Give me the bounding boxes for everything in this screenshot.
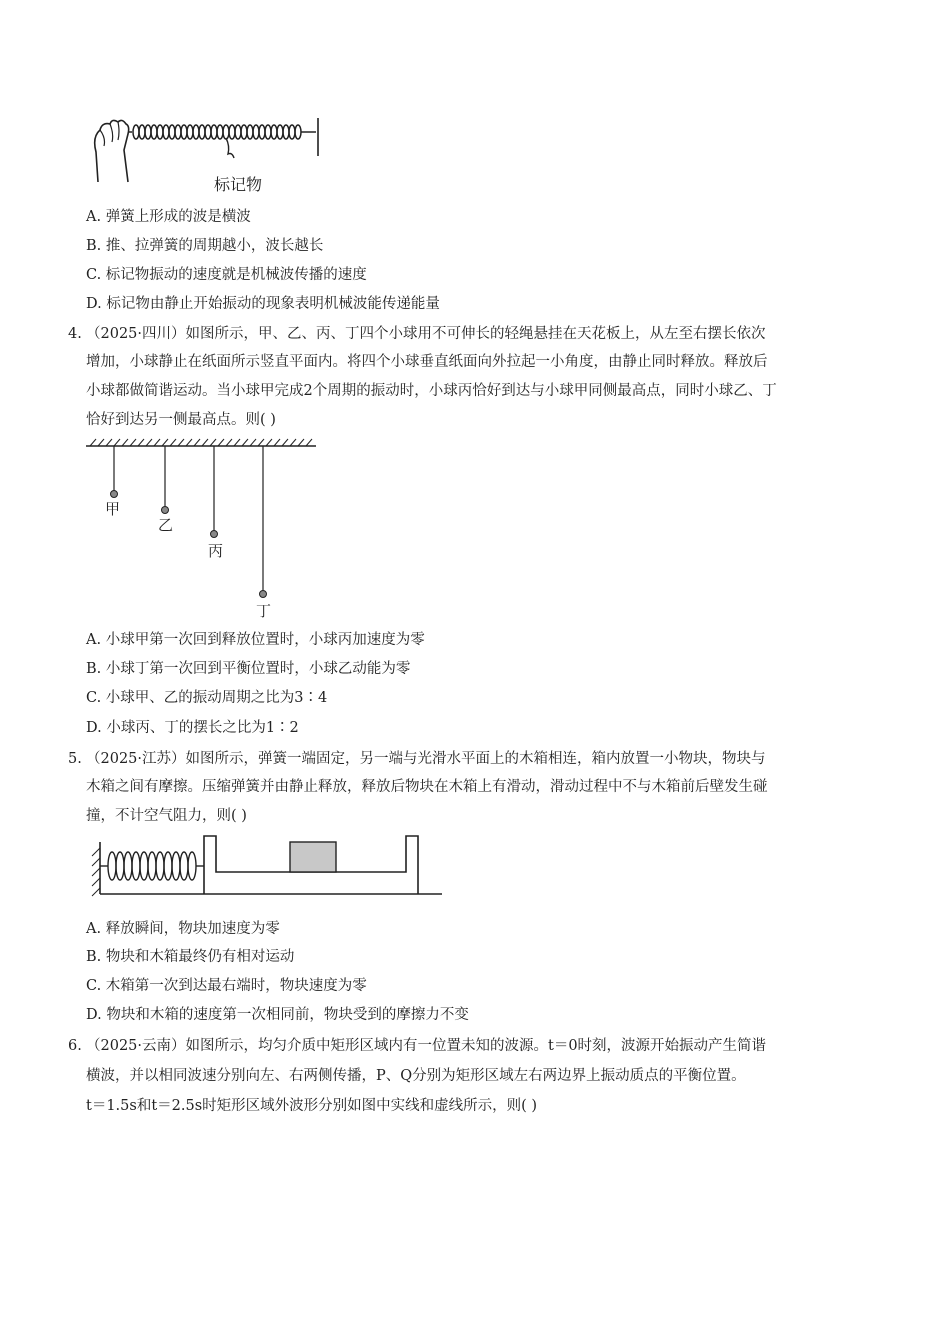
ball-yi	[162, 507, 169, 514]
q5-option-c: C. 木箱第一次到达最右端时，物块速度为零	[86, 978, 367, 994]
q6-stem-line: t＝1.5s和t＝2.5s时矩形区域外波形分别如图中实线和虚线所示，则( )	[86, 1098, 538, 1114]
ball-jia	[111, 491, 118, 498]
q5-stem-line: （2025·江苏）如图所示，弹簧一端固定，另一端与光滑水平面上的木箱相连，箱内放置一小物块，物块与	[86, 751, 766, 767]
ball-bing	[211, 531, 218, 538]
q4-option-a: A. 小球甲第一次回到释放位置时，小球丙加速度为零	[86, 632, 425, 648]
q3-option-b: B. 推、拉弹簧的周期越小，波长越长	[86, 238, 324, 254]
q5-option-a: A. 释放瞬间，物块加速度为零	[86, 921, 280, 937]
q6-number: 6.	[68, 1038, 82, 1054]
spring-hand-figure	[88, 112, 328, 192]
spring-coils	[128, 125, 316, 139]
q4-stem-line: 增加，小球静止在纸面所示竖直平面内。将四个小球垂直纸面向外拉起一小角度，由静止同时释放。释放后	[86, 354, 768, 370]
ball-label-yi: 乙	[158, 516, 174, 534]
q4-number: 4.	[68, 326, 82, 342]
ball-ding	[260, 591, 267, 598]
small-block	[290, 842, 336, 872]
ball-label-bing: 丙	[208, 542, 224, 560]
ball-label-ding: 丁	[256, 602, 272, 620]
spring-box-figure	[86, 834, 446, 900]
q5-option-b: B. 物块和木箱最终仍有相对运动	[86, 949, 295, 965]
q5-number: 5.	[68, 751, 82, 767]
q6-stem-line: 横波，并以相同波速分别向左、右两侧传播，P、Q分别为矩形区域左右两边界上振动质点的平衡位置。	[86, 1068, 746, 1084]
q3-option-c: C. 标记物振动的速度就是机械波传播的速度	[86, 267, 367, 283]
q5-stem-line: 撞，不计空气阻力，则( )	[86, 808, 247, 824]
q5-stem-line: 木箱之间有摩擦。压缩弹簧并由静止释放，释放后物块在木箱上有滑动，滑动过程中不与木箱前后壁发生碰	[86, 779, 768, 795]
q3-option-a: A. 弹簧上形成的波是横波	[86, 209, 251, 225]
q4-option-d: D. 小球丙、丁的摆长之比为1∶2	[86, 720, 299, 736]
q4-option-c: C. 小球甲、乙的振动周期之比为3∶4	[86, 690, 328, 706]
pendulum-figure	[86, 438, 318, 598]
q4-option-b: B. 小球丁第一次回到平衡位置时，小球乙动能为零	[86, 661, 411, 677]
q5-option-d: D. 物块和木箱的速度第一次相同前，物块受到的摩擦力不变	[86, 1007, 469, 1023]
q3-option-d: D. 标记物由静止开始振动的现象表明机械波能传递能量	[86, 296, 440, 312]
q4-stem-line: 小球都做简谐运动。当小球甲完成2个周期的振动时，小球丙恰好到达与小球甲同侧最高点，同时小球乙、丁	[86, 383, 777, 399]
q4-stem-line: （2025·四川）如图所示，甲、乙、丙、丁四个小球用不可伸长的轻绳悬挂在天花板上，从左至右摆长依次	[86, 326, 766, 342]
figure-caption-marker: 标记物	[214, 175, 263, 194]
ball-label-jia: 甲	[105, 500, 121, 518]
q6-stem-line: （2025·云南）如图所示，均匀介质中矩形区域内有一位置未知的波源。t＝0时刻，波源开始振动产生简谐	[86, 1038, 767, 1054]
q4-stem-line: 恰好到达另一侧最高点。则( )	[86, 412, 276, 428]
